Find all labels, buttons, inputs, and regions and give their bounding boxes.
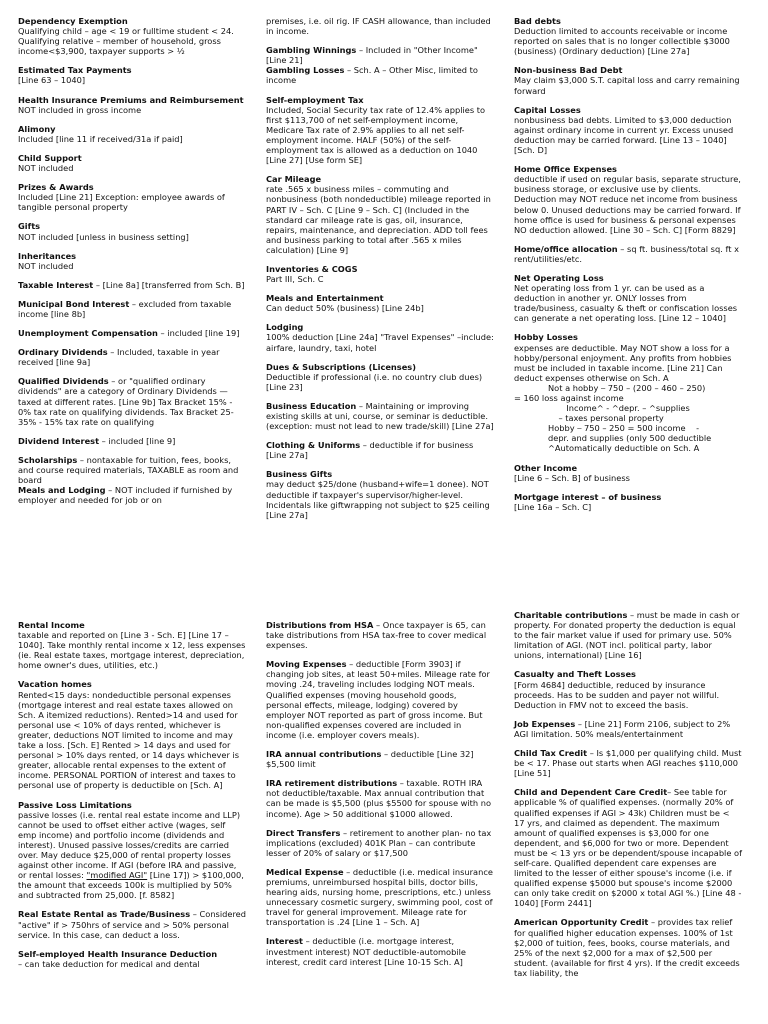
tax-entry — [514, 669, 742, 709]
tax-entry — [18, 620, 246, 670]
tax-entry — [18, 280, 246, 290]
entry-body: taxable. ROTH IRA not deductible/taxable. Max annual contribution that can be made is $5,500 (plus $5500 for spouse with no income). Age > 50 additional $1000 allowed. — [266, 778, 492, 819]
entry-body: Included [Line 21] Exception: employee awards of tangible personal property — [18, 192, 225, 213]
tax-entry — [18, 376, 246, 426]
entry-title: Vacation homes — [18, 679, 92, 690]
entry-body: or "qualified ordinary dividends" are a category of Ordinary Dividends —taxed at different rates. [Line 9b] Tax Bracket 15% - 0% tax rate on qualifying dividends. Tax Bracket 25-35% - 15% tax rate on qualifying — [18, 376, 234, 427]
tax-entry — [266, 469, 494, 519]
tax-entry — [266, 401, 494, 431]
entry-separator: – — [648, 917, 658, 928]
entry-separator: – — [303, 936, 313, 947]
entry-body: [Line 16a – Sch. C] — [514, 501, 592, 512]
entry-body: retirement to another plan- no tax implications (excluded) 401K Plan – can contribute lesser of 20% of salary or $17,500 — [266, 827, 492, 858]
entry-body: Included in "Other Income" [Line 21] — [266, 45, 478, 66]
entry-body: expenses are deductible. May NOT show a loss for a hobby/personal enjoyment. Any profits from hobbies must be included in taxable income. [Line 21] Can deduct expenses otherwise on Sch. A — [514, 342, 732, 383]
entry-body: Included, Social Security tax rate of 12.4% applies to first $113,700 of net self-employment income, Medicare Tax rate of 2.9% applies to all net self-employment income. HALF (50%) of the self-employment tax is allowed as a deduction on 1040 [Line 27] [Use form SE] — [266, 104, 486, 166]
tax-entry — [266, 620, 494, 650]
entry-body: May claim $3,000 S.T. capital loss and carry remaining forward — [514, 75, 740, 96]
top-column-2 — [266, 16, 494, 529]
entry-title: Distributions from HSA — [266, 620, 374, 630]
entry-body: rate .565 x business miles – commuting and nonbusiness (both nondeductible) mileage reported in PART IV – Sch. C [Line 9 – Sch. C] (Included in the standard car mileage rate is gas, oil, insurance, repairs, maintenance, and depreciation. ADD toll fees and business parking to total after .565 x miles calculation) [Line 9] — [266, 184, 491, 255]
calc-line: Hobby ⎯ 750 – 250 = 500 income - — [548, 423, 700, 434]
entry-body: [Line 8a] [transferred from Sch. B] — [102, 279, 245, 290]
tax-entry — [266, 95, 494, 166]
entry-title: Dependency Exemption — [18, 16, 128, 26]
calc-line: Income^ - ^depr. – ^supplies — [548, 403, 690, 414]
entry-title: Meals and Entertainment — [266, 293, 384, 304]
entry-body: Net operating loss from 1 yr. can be used as a deduction in another yr. ONLY losses from trade/business, casualty & theft or confiscation losses can generate a net operating loss. [Line 12 – 1040] — [514, 283, 738, 324]
tax-entry — [266, 45, 494, 65]
entry-separator: – — [190, 909, 200, 920]
tax-entry — [266, 362, 494, 392]
entry-body: nonbusiness bad debts. Limited to $3,000 deduction against ordinary income in current yr. Excess unused deduction may be carried forward. [Line 13 – 1040] [Sch. D] — [514, 114, 734, 156]
tax-entry — [266, 749, 494, 769]
entry-separator: – — [356, 400, 366, 411]
tax-entry — [514, 164, 742, 235]
entry-separator: – — [340, 827, 350, 838]
entry-body: deductible [Line 32] $5,500 limit — [266, 749, 474, 770]
entry-body: deductible if used on regular basis, separate structure, business storage, or exclusive use by clients. Deduction may NOT reduce net income from business below 0. Unused deductions may be carried forward. If home office is used for business & personal expenses NO deduction allowed. [Line 30 – Sch. C] [Form 8829] — [514, 174, 741, 235]
entry-body: NOT included if furnished by employer and needed for job or on — [18, 485, 233, 506]
entry-body: included [line 19] — [167, 328, 240, 339]
entry-body: Qualifying child – age < 19 or fulltime student < 24. Qualifying relative – member of household, gross income<$3,900, taxpayer supports > ½ — [18, 26, 234, 57]
entry-title: IRA annual contributions — [266, 749, 382, 760]
entry-body: NOT included — [18, 260, 74, 271]
entry-separator: – — [157, 328, 168, 339]
entry-body: 100% deduction [Line 24a] "Travel Expenses" –include: airfare, laundry, taxi, hotel — [266, 332, 494, 353]
calc-line: = 160 loss against income — [514, 393, 624, 403]
entry-body-continued: [Line 17]) > $100,000, the amount that exceeds 100k is multiplied by 50% and subtracted from 25,000. [f. 8582] — [18, 870, 244, 901]
entry-title: Mortgage interest – of business — [514, 491, 662, 502]
tax-entry — [18, 65, 246, 85]
tax-entry — [266, 828, 494, 858]
tax-entry — [514, 273, 742, 323]
entry-title: Home/office allocation — [514, 243, 618, 254]
entry-body: premises, i.e. oil rig. IF CASH allowance, than included in income. — [266, 16, 491, 37]
entry-title: Health Insurance Premiums and Reimbursement — [18, 94, 244, 105]
tax-entry — [514, 748, 742, 778]
entry-body: included [line 9] — [108, 435, 176, 446]
entry-title: Clothing & Uniforms — [266, 440, 361, 451]
entry-title: Municipal Bond Interest — [18, 298, 130, 309]
entry-title: Home Office Expenses — [514, 164, 617, 175]
entry-separator: – — [344, 65, 354, 76]
tax-entry — [18, 251, 246, 271]
hobby-calculation — [514, 383, 742, 454]
entry-separator: – — [107, 347, 118, 358]
bottom-column-3 — [514, 610, 742, 987]
tax-entry — [514, 787, 742, 908]
entry-title: Inheritances — [18, 250, 77, 261]
tax-entry — [18, 299, 246, 319]
entry-title: Bad debts — [514, 16, 561, 26]
tax-entry — [266, 440, 494, 460]
entry-body: passive losses (i.e. rental real estate income and LLP) cannot be used to offset either active (wages, self emp income) and portfolio income (dividends and interest). Unused passive losses/credits are carried over. May deduce $25,000 of rental property losses against other income. If AGI (before IRA and passive, or rental losses: — [18, 809, 241, 881]
entry-title: Interest — [266, 936, 304, 947]
entry-title: Ordinary Dividends — [18, 347, 108, 358]
calc-line: depr. and supplies (only 500 deductible — [548, 433, 712, 444]
tax-entry — [18, 95, 246, 115]
tax-entry — [514, 719, 742, 739]
entry-separator: – — [617, 243, 628, 254]
entry-body: nontaxable for tuition, fees, books, and course required materials, TAXABLE as room and board — [18, 454, 239, 486]
entry-title: Child and Dependent Care Credit — [514, 787, 668, 798]
tax-entry — [266, 264, 494, 284]
entry-body: NOT included in gross income — [18, 104, 142, 115]
entry-body: Rented<15 days: nondeductible personal expenses (mortgage interest and real estate taxes allowed on Sch. A itemized reductions). Rented>14 and used for personal use < 10% of days rented, whichever is greater, deductions NOT limited to income and may take a loss. [Sch. E] Rented > 14 days and used for personal > 10% days rented, or 14 days whichever is greater, allocable rental expenses to the extent of income. PERSONAL PORTION of interest and taxes to personal use of property is deductible on [Sch. A] — [18, 689, 240, 791]
tax-entry — [18, 153, 246, 173]
entry-body: provides tax relief for qualified higher education expenses. 100% of 1st $2,000 of tuition, fees, books, course materials, and 25% of the next $2,000 for a max of $2,500 per student. (available for first 4 yrs). If the credit exceeds tax liability, the — [514, 917, 740, 978]
entry-title: Real Estate Rental as Trade/Business — [18, 909, 191, 920]
entry-body: Once taxpayer is 65, can take distributions from HSA tax-free to cover medical expenses. — [266, 620, 487, 651]
entry-title: Casualty and Theft Losses — [514, 669, 636, 680]
tax-entry — [514, 917, 742, 978]
entry-body: Sch. A – Other Misc, limited to income — [266, 65, 478, 86]
entry-title: Gifts — [18, 221, 41, 232]
entry-separator: – — [343, 866, 353, 877]
tax-entry — [18, 16, 246, 56]
entry-title: Business Gifts — [266, 469, 333, 480]
tax-entry — [266, 293, 494, 313]
entry-title: Child Tax Credit — [514, 748, 588, 759]
entry-title: Job Expenses — [514, 718, 576, 729]
entry-body: taxable and reported on [Line 3 - Sch. E] [Line 17 – 1040]. Take monthly rental income x 12, less expenses (ie. Real estate taxes, mortgage interest, depreciation, home owner's dues, utilities, etc.) — [18, 630, 246, 671]
entry-title: Unemployment Compensation — [18, 328, 158, 339]
entry-separator: – — [587, 748, 597, 759]
entry-separator: – — [360, 440, 370, 451]
entry-title: Charitable contributions — [514, 610, 628, 620]
tax-entry — [514, 16, 742, 56]
tax-entry — [514, 332, 742, 382]
entry-title: Business Education — [266, 400, 357, 411]
entry-title: Self-employed Health Insurance Deduction — [18, 948, 218, 959]
entry-separator: – — [108, 376, 119, 387]
calc-line: – taxes personal property — [548, 413, 664, 424]
entry-title: American Opportunity Credit — [514, 917, 649, 928]
tax-entry — [18, 800, 246, 901]
tax-entry — [266, 174, 494, 255]
tax-entry — [266, 936, 494, 966]
tax-entry — [266, 778, 494, 818]
entry-body: Maintaining or improving existing skills at uni, course, or seminar is deductible. (exception: must not lead to new trade/skill) [Line 27a] — [266, 400, 494, 432]
tax-entry — [514, 244, 742, 264]
entry-underlined: "modified AGI" — [86, 870, 148, 881]
tax-entry — [18, 221, 246, 241]
entry-title: Hobby Losses — [514, 332, 578, 343]
entry-title: Qualified Dividends — [18, 376, 109, 387]
entry-title: Gambling Winnings — [266, 45, 357, 56]
calc-line: Not a hobby ⎯ 750 – (200 – 460 – 250) — [548, 382, 706, 393]
entry-body: [Line 6 – Sch. B] of business — [514, 472, 630, 483]
entry-title: Other Income — [514, 462, 578, 473]
bottom-column-1 — [18, 620, 246, 978]
entry-separator: – — [381, 749, 391, 760]
entry-separator: – — [667, 787, 674, 798]
tax-entry — [514, 610, 742, 660]
entry-title: Self-employment Tax — [266, 94, 364, 105]
entry-body: excluded from taxable income [line 8b] — [18, 298, 232, 319]
entry-title: Non-business Bad Debt — [514, 65, 623, 76]
entry-body: Is $1,000 per qualifying child. Must be < 17. Phase out starts when AGI reaches $110,000 [Line 51] — [514, 748, 742, 779]
top-column-1 — [18, 16, 246, 514]
entry-body: Deductible if professional (i.e. no country club dues) [Line 23] — [266, 371, 483, 392]
entry-separator: – — [105, 485, 115, 496]
entry-body: sq ft. business/total sq. ft x rent/utilities/etc. — [514, 243, 739, 264]
entry-body: Deduction limited to accounts receivable or income reported on sales that is no longer collectible $3000 (business) (Ordinary deduction) [Line 27a] — [514, 26, 730, 57]
tax-entry — [18, 328, 246, 338]
tax-entry — [266, 659, 494, 740]
bottom-column-2 — [266, 620, 494, 976]
entry-body: must be made in cash or property. For donated property the deduction is equal to the fair market value if used for primary use. 50% limitation of AGI. (NOT incl. political party, labor unions, international) [Line 16] — [514, 610, 740, 661]
entry-separator: – — [373, 620, 383, 630]
entry-separator: – — [99, 435, 109, 446]
tax-entry — [18, 455, 246, 485]
tax-entry — [266, 322, 494, 352]
entry-title: Prizes & Awards — [18, 182, 94, 193]
entry-body: See table for applicable % of qualified expenses. (normally 20% of qualified expenses if AGI > 43k) Children must be < 17 yrs, and claimed as dependent. The maximum amount of qualified expenses is $3,000 for one dependent, and $6,000 for two or more. Dependent must be < 13 yrs or be dependent/spouse incapable of self-care. Qualified dependent care expenses are limited to the lesser of either spouse's income (i.e. if qualified expense $5000 but spouse's income $2000 can only take credit on $2000 x total AGI %.) [Line 48 - 1040] [Form 2441] — [514, 787, 743, 909]
entry-body: deductible (i.e. mortgage interest, investment interest) NOT deductible-automobile interest, credit card interest [Line 10-15 Sch. A] — [266, 936, 466, 967]
tax-entry — [18, 949, 246, 969]
entry-title: Meals and Lodging — [18, 485, 106, 496]
entry-body: Included [line 11 if received/31a if paid] — [18, 133, 183, 144]
tax-entry — [18, 485, 246, 505]
entry-title: Taxable Interest — [18, 279, 94, 290]
entry-body: – can take deduction for medical and dental — [18, 958, 200, 969]
tax-entry — [514, 105, 742, 155]
entry-body: deductible if for business [Line 27a] — [266, 440, 474, 461]
entry-title: Passive Loss Limitations — [18, 799, 132, 810]
top-column-3 — [514, 16, 742, 521]
tax-entry — [18, 436, 246, 446]
entry-separator: – — [77, 454, 87, 465]
entry-body: [Line 21] Form 2106, subject to 2% AGI limitation. 50% meals/entertainment — [514, 718, 731, 739]
entry-separator: – — [397, 778, 407, 789]
entry-separator: – — [627, 610, 637, 620]
entry-title: Alimony — [18, 123, 56, 134]
entry-title: Dividend Interest — [18, 435, 100, 446]
entry-title: Moving Expenses — [266, 659, 347, 670]
entry-title: Child Support — [18, 152, 82, 163]
tax-entry — [514, 492, 742, 512]
entry-body: Can deduct 50% (business) [Line 24b] — [266, 303, 424, 314]
calc-line: ^Automatically deductible on Sch. A — [548, 443, 700, 454]
entry-separator: – — [129, 298, 139, 309]
entry-body: deductible (i.e. medical insurance premiums, unreimbursed hospital bills, doctor bills, hearing aids, nursing home, prescriptions, etc.) unless unnecessary cosmetic surgery, swimming pool, cost of travel for general improvement. Mileage rate for transportation is .24 [Line 1 – Sch. A] — [266, 866, 493, 928]
entry-title: Capital Losses — [514, 104, 581, 115]
entry-body: Included, taxable in year received [line 9a] — [18, 347, 220, 368]
entry-title: Estimated Tax Payments — [18, 65, 132, 76]
entry-body: NOT included [unless in business setting] — [18, 231, 189, 242]
entry-separator: – — [575, 718, 585, 729]
tax-entry — [18, 182, 246, 212]
entry-title: Gambling Losses — [266, 65, 345, 76]
entry-title: Dues & Subscriptions (Licenses) — [266, 361, 416, 372]
tax-entry — [266, 867, 494, 928]
entry-title: IRA retirement distributions — [266, 778, 398, 789]
tax-entry — [266, 16, 494, 36]
entry-title: Medical Expense — [266, 866, 344, 877]
entry-body: [Line 63 – 1040] — [18, 75, 86, 86]
entry-separator: – — [346, 659, 356, 670]
entry-title: Inventories & COGS — [266, 263, 358, 274]
entry-title: Rental Income — [18, 620, 85, 630]
entry-title: Lodging — [266, 322, 304, 333]
entry-body: Considered "active" if > 750hrs of service and > 50% personal service. In this case, can deduct a loss. — [18, 909, 246, 940]
entry-separator: – — [356, 45, 366, 56]
tax-entry — [514, 463, 742, 483]
tax-entry — [18, 679, 246, 790]
entry-body: may deduct $25/done (husband+wife=1 donee). NOT deductible if taxpayer's supervisor/higher-level. Incidentals like giftwrapping not subject to $25 ceiling [Line 27a] — [266, 479, 490, 520]
entry-title: Direct Transfers — [266, 827, 341, 838]
entry-title: Car Mileage — [266, 174, 322, 185]
entry-body: Part III, Sch. C — [266, 274, 324, 285]
tax-entry — [18, 124, 246, 144]
entry-body: [Form 4684] deductible, reduced by insurance proceeds. Has to be sudden and payer not willful. Deduction in FMV not to exceed the basis. — [514, 679, 720, 710]
tax-entry — [514, 65, 742, 95]
tax-entry — [266, 65, 494, 85]
tax-entry — [18, 909, 246, 939]
entry-body: NOT included — [18, 163, 74, 174]
entry-title: Net Operating Loss — [514, 272, 604, 283]
entry-body: deductible [Form 3903] if changing job sites, at least 50+miles. Mileage rate for moving .24, traveling includes lodging NOT meals. Qualified expenses (moving household goods, personal effects, mileage, lodging) covered by employer NOT reported as part of gross income. But non-qualified expenses covered are included in income (i.e. employer covers meals). — [266, 659, 490, 740]
entry-title: Scholarships — [18, 454, 78, 465]
entry-separator: – — [93, 279, 103, 290]
tax-entry — [18, 347, 246, 367]
